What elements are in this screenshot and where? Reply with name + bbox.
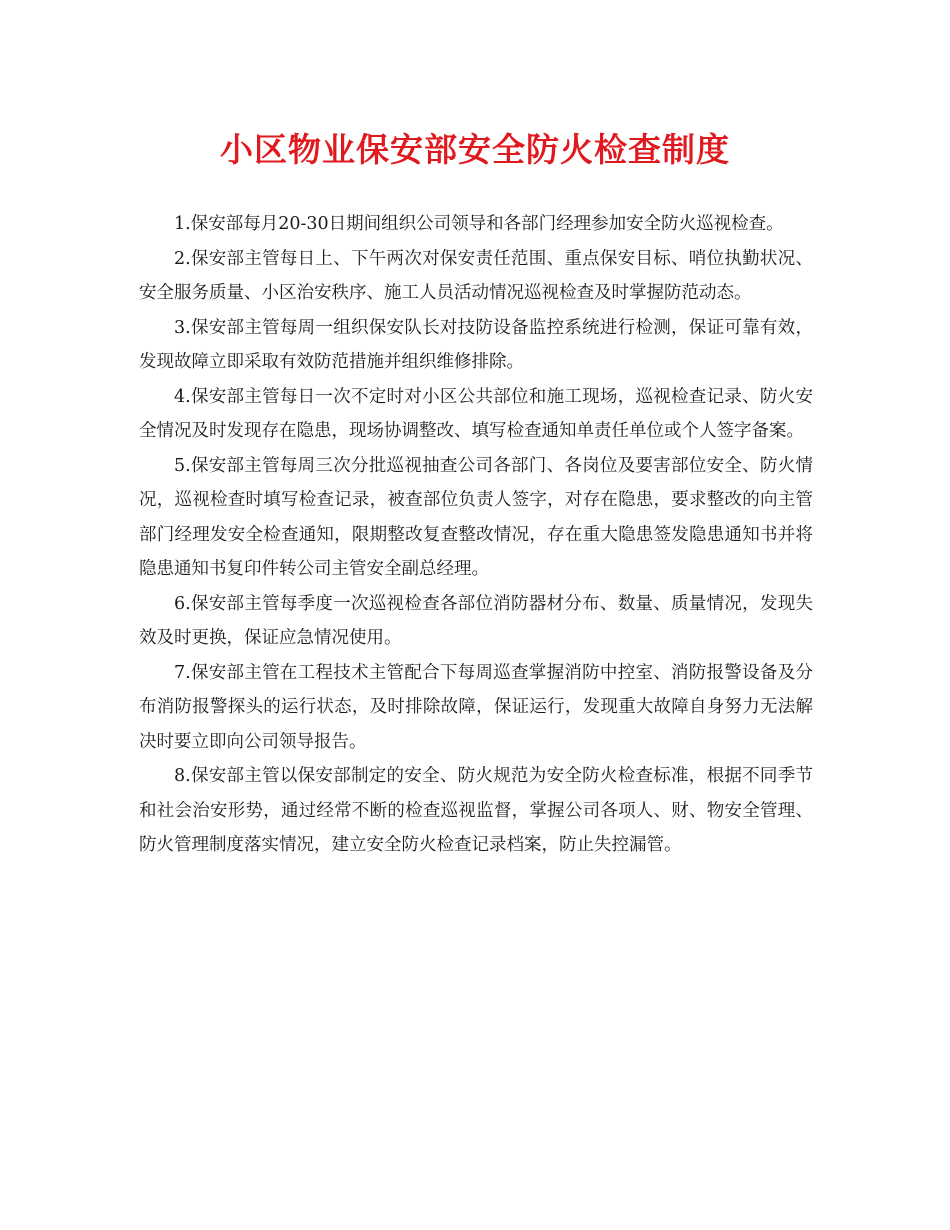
document-title: 小区物业保安部安全防火检查制度 [220, 130, 730, 169]
paragraph-6: 6.保安部主管每季度一次巡视检查各部位消防器材分布、数量、质量情况，发现失效及时更换，保证应急情况使用。 [139, 593, 813, 648]
paragraph-3: 3.保安部主管每周一组织保安队长对技防设备监控系统进行检测，保证可靠有效，发现故障立即采取有效防范措施并组织维修排除。 [139, 317, 813, 372]
paragraph-8: 8.保安部主管以保安部制定的安全、防火规范为安全防火检查标准，根据不同季节和社会治安形势，通过经常不断的检查巡视监督，掌握公司各项人、财、物安全管理、防火管理制度落实情况，建立安全防火检查记录档案，防止失控漏管。 [139, 766, 813, 855]
document-body [139, 207, 813, 863]
paragraph-4: 4.保安部主管每日一次不定时对小区公共部位和施工现场，巡视检查记录、防火安全情况及时发现存在隐患，现场协调整改、填写检查通知单责任单位或个人签字备案。 [139, 386, 813, 441]
paragraph-5: 5.保安部主管每周三次分批巡视抽查公司各部门、各岗位及要害部位安全、防火情况，巡视检查时填写检查记录，被查部位负责人签字，对存在隐患，要求整改的向主管部门经理发安全检查通知，限期整改复查整改情况，存在重大隐患签发隐患通知书并将隐患通知书复印件转公司主管安全副总经理。 [139, 455, 813, 579]
paragraph-1: 1.保安部每月20-30日期间组织公司领导和各部门经理参加安全防火巡视检查。 [174, 214, 784, 234]
paragraph-2: 2.保安部主管每日上、下午两次对保安责任范围、重点保安目标、哨位执勤状况、安全服务质量、小区治安秩序、施工人员活动情况巡视检查及时掌握防范动态。 [139, 248, 813, 303]
paragraph-7: 7.保安部主管在工程技术主管配合下每周巡查掌握消防中控室、消防报警设备及分布消防报警探头的运行状态，及时排除故障，保证运行，发现重大故障自身努力无法解决时要立即向公司领导报告。 [139, 662, 813, 752]
